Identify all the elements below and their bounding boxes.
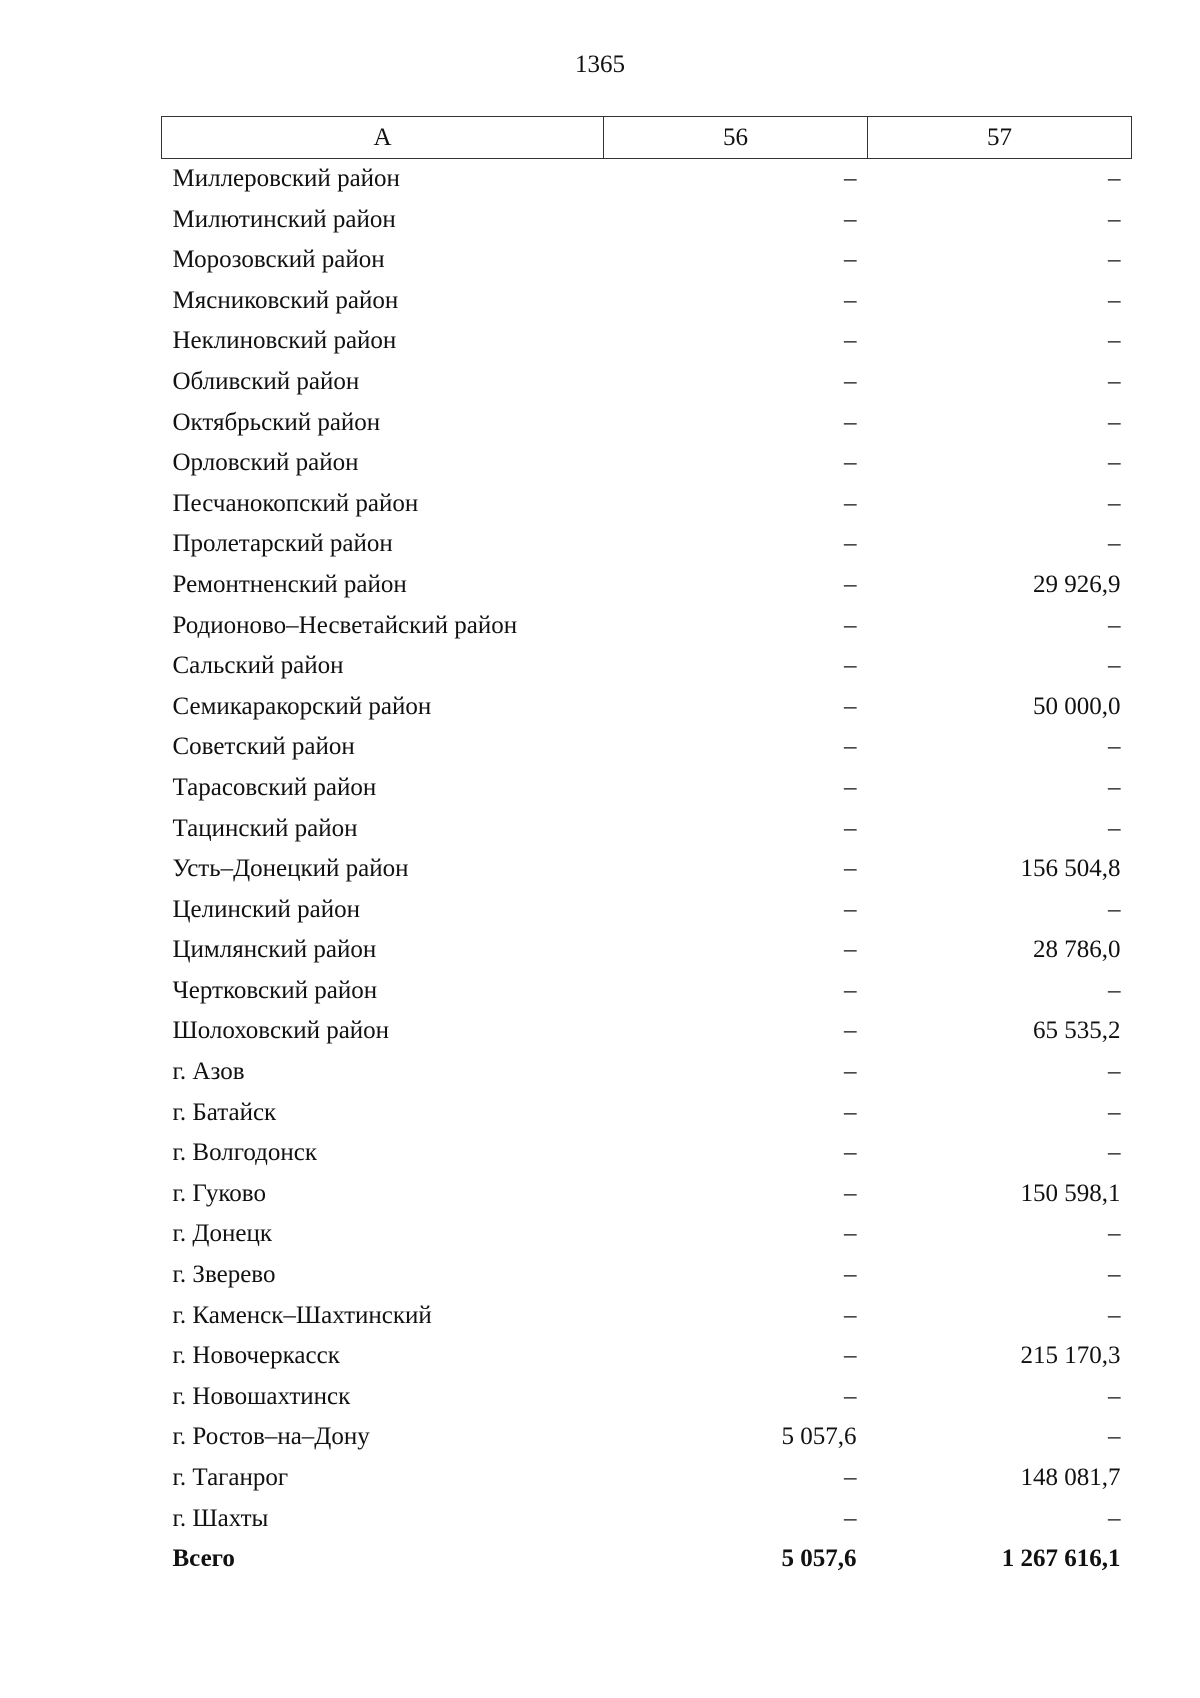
- row-value-56: –: [844, 1017, 857, 1045]
- row-name: г. Каменск–Шахтинский: [172, 1301, 432, 1329]
- row-value-57: 150 598,1: [1020, 1179, 1121, 1207]
- table-row: [162, 1296, 1132, 1337]
- row-value-56: –: [844, 165, 857, 192]
- row-value-57: –: [1108, 367, 1121, 395]
- row-value-56: –: [844, 1301, 857, 1329]
- row-name: Пролетарский район: [172, 530, 393, 558]
- row-value-57: –: [1108, 1098, 1121, 1126]
- row-name: г. Новочеркасск: [172, 1342, 340, 1370]
- table-row: [162, 971, 1132, 1012]
- table-row: [162, 1499, 1132, 1540]
- row-value-56: –: [844, 530, 857, 558]
- row-name: Морозовский район: [172, 246, 385, 274]
- row-name: Ремонтненский район: [172, 570, 407, 598]
- row-name: Орловский район: [172, 449, 359, 477]
- column-header-56: 56: [604, 117, 868, 159]
- table-row: [162, 1417, 1132, 1458]
- row-value-56: –: [844, 936, 857, 964]
- row-value-57: –: [1108, 246, 1121, 274]
- row-value-57: –: [1108, 773, 1121, 801]
- row-value-56: –: [844, 1464, 857, 1491]
- table-row: [162, 727, 1132, 768]
- row-value-56: –: [844, 367, 857, 395]
- column-header-57: 57: [868, 117, 1132, 159]
- row-name: Родионово–Несветайский район: [172, 611, 518, 639]
- row-name: Сальский район: [172, 652, 344, 680]
- row-value-56: 5 057,6: [781, 1423, 857, 1451]
- row-name: Шолоховский район: [172, 1017, 390, 1045]
- row-name: Мясниковский район: [172, 286, 399, 314]
- row-value-57: 28 786,0: [1033, 936, 1121, 964]
- row-value-57: 148 081,7: [1020, 1464, 1121, 1491]
- row-name: Усть–Донецкий район: [172, 855, 409, 883]
- total-value-56: 5 057,6: [781, 1545, 857, 1573]
- row-value-56: –: [844, 733, 857, 761]
- row-value-57: –: [1108, 408, 1121, 436]
- table-row: [162, 1052, 1132, 1093]
- row-value-56: –: [844, 449, 857, 477]
- table-row: [162, 1336, 1132, 1377]
- row-value-56: –: [844, 1179, 857, 1207]
- row-name: Семикаракорский район: [172, 692, 432, 720]
- row-value-56: –: [844, 1058, 857, 1086]
- row-value-56: –: [844, 1139, 857, 1167]
- table-row: [162, 646, 1132, 687]
- data-table-container: [161, 116, 1131, 1580]
- table-row: [162, 1255, 1132, 1296]
- row-name: г. Донецк: [172, 1220, 272, 1248]
- row-name: г. Новошахтинск: [172, 1382, 351, 1410]
- row-value-56: –: [844, 1220, 857, 1248]
- table-header: [162, 117, 1132, 159]
- row-value-57: 156 504,8: [1020, 855, 1121, 883]
- row-value-56: –: [844, 408, 857, 436]
- table-row: [162, 1377, 1132, 1418]
- row-value-56: –: [844, 814, 857, 842]
- table-row: [162, 1011, 1132, 1052]
- table-row: [162, 1133, 1132, 1174]
- table-row: [162, 768, 1132, 809]
- row-value-57: –: [1108, 895, 1121, 923]
- table-row: [162, 443, 1132, 484]
- row-value-57: 50 000,0: [1033, 692, 1121, 720]
- table-row: [162, 890, 1132, 931]
- table-row: [162, 281, 1132, 322]
- row-value-56: –: [844, 246, 857, 274]
- total-label: Всего: [172, 1545, 235, 1573]
- table-row: [162, 606, 1132, 647]
- table-body: [162, 159, 1132, 1580]
- row-name: Обливский район: [172, 367, 360, 395]
- row-name: г. Шахты: [172, 1504, 269, 1532]
- row-name: Цимлянский район: [172, 936, 377, 964]
- row-name: Песчанокопский район: [172, 489, 419, 517]
- data-table: [161, 116, 1132, 1580]
- row-value-56: –: [844, 1382, 857, 1410]
- row-value-56: –: [844, 570, 857, 598]
- row-name: Тацинский район: [172, 814, 358, 842]
- row-name: Миллеровский район: [172, 165, 400, 192]
- row-value-57: –: [1108, 327, 1121, 355]
- column-header-a: А: [162, 117, 604, 159]
- row-name: г. Ростов–на–Дону: [172, 1423, 370, 1451]
- row-value-57: –: [1108, 1382, 1121, 1410]
- row-value-56: –: [844, 773, 857, 801]
- row-value-56: –: [844, 652, 857, 680]
- table-row: [162, 809, 1132, 850]
- row-value-57: –: [1108, 1058, 1121, 1086]
- row-name: г. Батайск: [172, 1098, 277, 1126]
- row-name: Чертковский район: [172, 976, 378, 1004]
- table-row: [162, 687, 1132, 728]
- row-name: г. Волгодонск: [172, 1139, 318, 1167]
- row-value-56: –: [844, 976, 857, 1004]
- row-value-57: –: [1108, 733, 1121, 761]
- row-value-56: –: [844, 895, 857, 923]
- row-name: Тарасовский район: [172, 773, 377, 801]
- total-value-57: 1 267 616,1: [1001, 1545, 1121, 1573]
- row-value-56: –: [844, 1261, 857, 1289]
- row-value-57: –: [1108, 449, 1121, 477]
- table-row: [162, 240, 1132, 281]
- row-value-57: –: [1108, 489, 1121, 517]
- row-value-57: –: [1108, 1261, 1121, 1289]
- row-value-57: 65 535,2: [1033, 1017, 1121, 1045]
- row-name: г. Зверево: [172, 1261, 276, 1289]
- row-value-56: –: [844, 205, 857, 233]
- row-value-56: –: [844, 1098, 857, 1126]
- row-value-57: –: [1108, 286, 1121, 314]
- table-row: [162, 1458, 1132, 1499]
- row-value-56: –: [844, 692, 857, 720]
- row-value-56: –: [844, 855, 857, 883]
- row-value-56: –: [844, 327, 857, 355]
- row-name: Милютинский район: [172, 205, 396, 233]
- table-row: [162, 565, 1132, 606]
- table-row: [162, 849, 1132, 890]
- row-value-56: –: [844, 1504, 857, 1532]
- row-value-57: –: [1108, 1139, 1121, 1167]
- row-value-57: –: [1108, 1423, 1121, 1451]
- row-name: г. Таганрог: [172, 1464, 289, 1491]
- table-row: [162, 321, 1132, 362]
- table-row: [162, 200, 1132, 241]
- row-name: Октябрьский район: [172, 408, 381, 436]
- table-row: [162, 403, 1132, 444]
- table-header-row: [162, 117, 1132, 159]
- table-row: [162, 484, 1132, 525]
- page-number: 1365: [575, 51, 625, 78]
- row-value-56: –: [844, 286, 857, 314]
- row-value-57: –: [1108, 652, 1121, 680]
- row-value-56: –: [844, 1342, 857, 1370]
- row-value-57: –: [1108, 814, 1121, 842]
- table-row: [162, 1174, 1132, 1215]
- row-value-57: –: [1108, 530, 1121, 558]
- row-value-57: –: [1108, 165, 1121, 192]
- row-value-57: –: [1108, 205, 1121, 233]
- row-value-56: –: [844, 611, 857, 639]
- row-name: Неклиновский район: [172, 327, 397, 355]
- table-row: [162, 362, 1132, 403]
- row-value-57: 29 926,9: [1033, 570, 1121, 598]
- row-name: Целинский район: [172, 895, 360, 923]
- table-row: [162, 159, 1132, 200]
- row-value-57: –: [1108, 976, 1121, 1004]
- row-value-57: –: [1108, 611, 1121, 639]
- row-value-57: –: [1108, 1301, 1121, 1329]
- total-row: [162, 1539, 1132, 1580]
- row-value-57: –: [1108, 1504, 1121, 1532]
- row-value-57: 215 170,3: [1020, 1342, 1121, 1370]
- table-row: [162, 1214, 1132, 1255]
- table-row: [162, 524, 1132, 565]
- row-name: г. Гуково: [172, 1179, 266, 1207]
- row-name: Советский район: [172, 733, 355, 761]
- row-name: г. Азов: [172, 1058, 245, 1086]
- table-row: [162, 930, 1132, 971]
- row-value-56: –: [844, 489, 857, 517]
- row-value-57: –: [1108, 1220, 1121, 1248]
- table-row: [162, 1093, 1132, 1134]
